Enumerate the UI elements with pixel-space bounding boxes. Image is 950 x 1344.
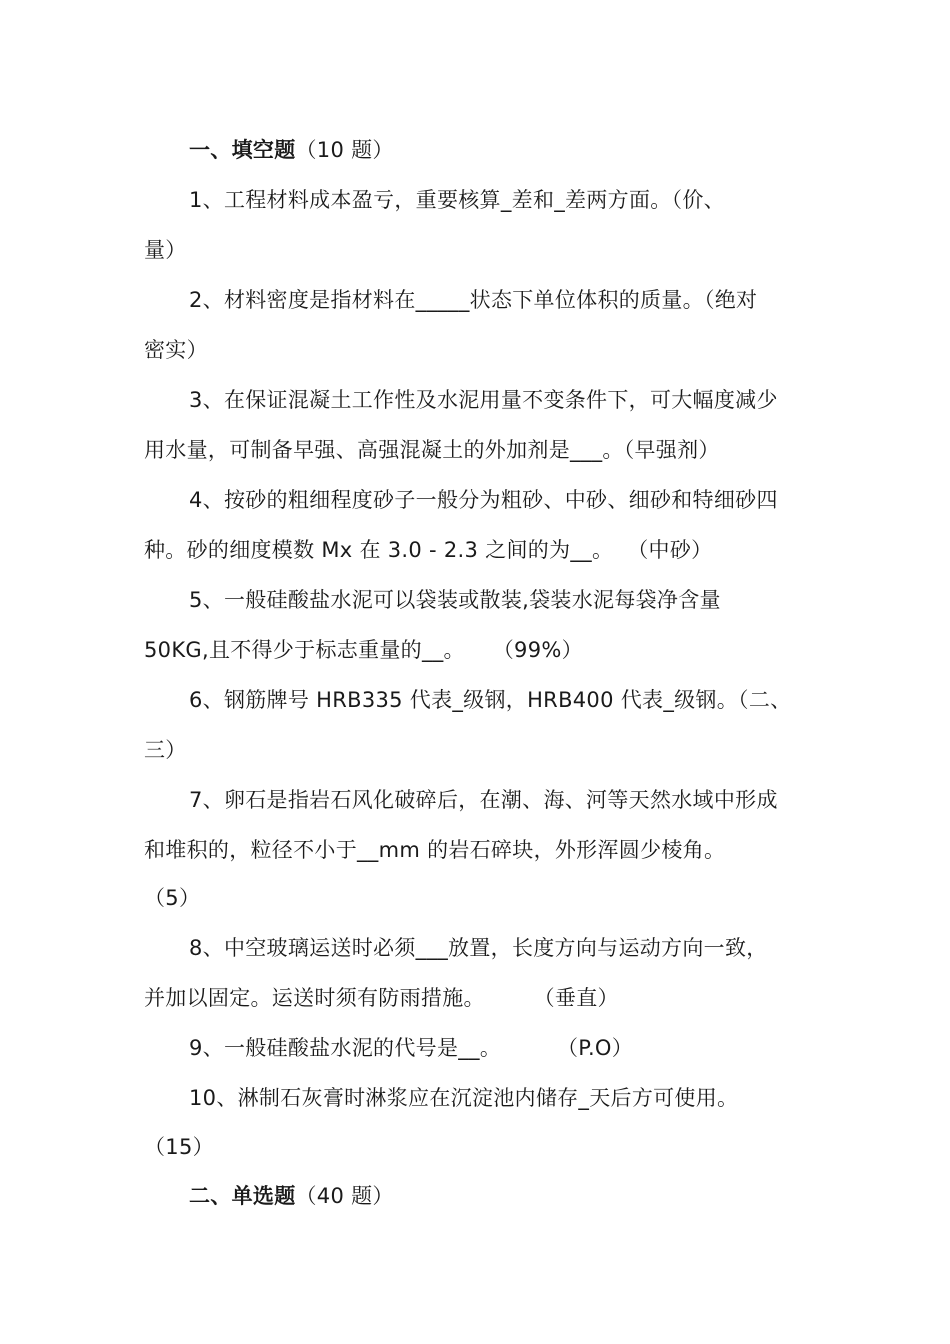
section-heading-title: 二、单选题 [189, 1184, 296, 1208]
question-4-line-2: 种。砂的细度模数 Mx 在 3.0 - 2.3 之间的为__。 （中砂） [144, 538, 713, 562]
question-8-line-2: 并加以固定。运送时须有防雨措施。 （垂直） [144, 986, 619, 1010]
question-7-line-2: 和堆积的，粒径不小于__mm 的岩石碎块，外形浑圆少棱角。 [144, 838, 726, 862]
question-9-line-1: 9、一般硅酸盐水泥的代号是__。 （P.O） [189, 1036, 634, 1060]
section-heading-count: （10 题） [295, 138, 394, 162]
section-heading-title: 一、填空题 [189, 138, 296, 162]
question-4-line-1: 4、按砂的粗细程度砂子一般分为粗砂、中砂、细砂和特细砂四 [189, 488, 778, 512]
question-8-line-1: 8、中空玻璃运送时必须___放置，长度方向与运动方向一致， [189, 936, 768, 960]
question-5-line-1: 5、一般硅酸盐水泥可以袋装或散装,袋装水泥每袋净含量 [189, 588, 721, 612]
question-1-line-2: 量） [144, 238, 187, 262]
question-6-line-2: 三） [144, 738, 187, 762]
question-7-line-1: 7、卵石是指岩石风化破碎后，在潮、海、河等天然水域中形成 [189, 788, 778, 812]
question-10-line-1: 10、淋制石灰膏时淋浆应在沉淀池内储存_天后方可使用。 [189, 1086, 739, 1110]
question-3-line-2: 用水量，可制备早强、高强混凝土的外加剂是___。（早强剂） [144, 438, 720, 462]
question-3-line-1: 3、在保证混凝土工作性及水泥用量不变条件下，可大幅度减少 [189, 388, 778, 412]
question-7-line-3: （5） [144, 886, 201, 910]
section-heading-count: （40 题） [295, 1184, 394, 1208]
question-5-line-2: 50KG,且不得少于标志重量的__。 （99%） [144, 638, 583, 662]
question-1-line-1: 1、工程材料成本盈亏，重要核算_差和_差两方面。（价、 [189, 188, 725, 212]
section-heading-fill-blank [189, 135, 394, 165]
question-6-line-1: 6、钢筋牌号 HRB335 代表_级钢，HRB400 代表_级钢。（二、 [189, 688, 792, 712]
question-2-line-2: 密实） [144, 338, 208, 362]
question-2-line-1: 2、材料密度是指材料在_____状态下单位体积的质量。（绝对 [189, 288, 758, 312]
section-heading-single-choice [189, 1181, 394, 1211]
question-10-line-2: （15） [144, 1135, 214, 1159]
